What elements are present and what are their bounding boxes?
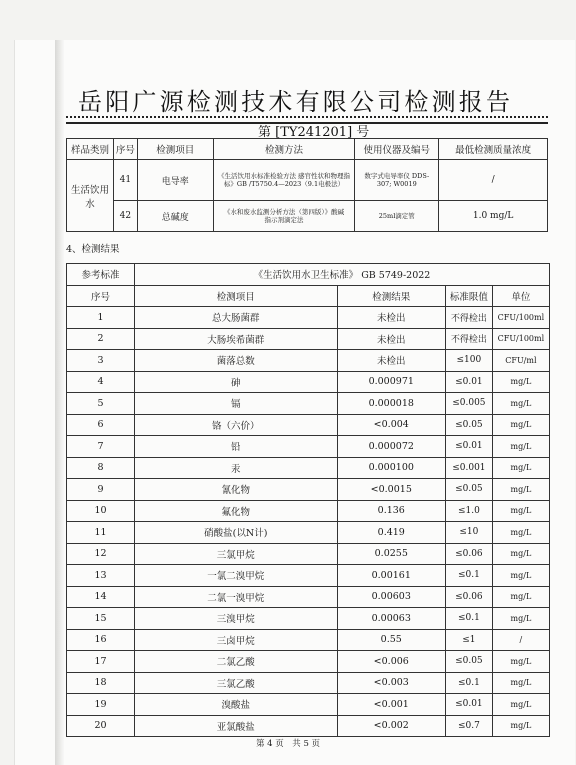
- row-unit: mg/L: [492, 543, 549, 565]
- row-item: 总碱度: [137, 201, 213, 232]
- row-unit: mg/L: [492, 479, 549, 501]
- row-result: <0.004: [337, 414, 445, 436]
- row-unit: mg/L: [492, 565, 549, 587]
- row-no: 11: [67, 522, 135, 544]
- page-footer: 第 4 页 共 5 页: [255, 739, 321, 749]
- row-result: <0.0015: [337, 479, 445, 501]
- row-result: 0.55: [337, 629, 445, 651]
- row-no: 13: [67, 565, 135, 587]
- row-unit: mg/L: [492, 522, 549, 544]
- row-limit: ≤100: [445, 350, 492, 372]
- row-item: 铅: [135, 436, 338, 458]
- row-limit: ≤0.06: [445, 586, 492, 608]
- method-table-header: [67, 139, 548, 160]
- row-item: 溴酸盐: [135, 694, 338, 716]
- row-no: 20: [67, 715, 135, 737]
- table-row: [67, 350, 550, 372]
- row-item: 一氯二溴甲烷: [135, 565, 338, 587]
- row-limit: ≤0.1: [445, 608, 492, 630]
- row-item: 砷: [135, 371, 338, 393]
- row-result: 0.136: [337, 500, 445, 522]
- row-limit: ≤1.0: [445, 500, 492, 522]
- table-row: [67, 307, 550, 329]
- row-no: 3: [67, 350, 135, 372]
- row-result: 未检出: [337, 328, 445, 350]
- row-result: <0.006: [337, 651, 445, 673]
- row-limit: ≤10: [445, 522, 492, 544]
- row-unit: CFU/100ml: [492, 328, 549, 350]
- section-title: 4、检测结果: [66, 244, 120, 255]
- row-no: 5: [67, 393, 135, 415]
- header-sample-category: 样品类别: [67, 139, 114, 160]
- table-row: [67, 543, 550, 565]
- method-row: [67, 201, 548, 232]
- row-item: 亚氯酸盐: [135, 715, 338, 737]
- table-row: [67, 694, 550, 716]
- table-row: [67, 672, 550, 694]
- report-number: 第 [TY241201] 号: [258, 125, 370, 140]
- sample-category-cell: 生活饮用水: [67, 160, 114, 232]
- row-unit: CFU/ml: [492, 350, 549, 372]
- row-limit: ≤0.005: [445, 393, 492, 415]
- row-limit: /: [439, 160, 548, 201]
- row-limit: ≤0.06: [445, 543, 492, 565]
- row-item: 二氯一溴甲烷: [135, 586, 338, 608]
- row-limit: ≤0.01: [445, 436, 492, 458]
- row-result: 0.419: [337, 522, 445, 544]
- table-row: [67, 436, 550, 458]
- table-row: [67, 629, 550, 651]
- header-test-item: 检测项目: [137, 139, 213, 160]
- row-unit: mg/L: [492, 694, 549, 716]
- row-result: 0.000072: [337, 436, 445, 458]
- row-no: 16: [67, 629, 135, 651]
- results-header: [67, 285, 550, 307]
- row-item: 铬（六价）: [135, 414, 338, 436]
- table-row: [67, 586, 550, 608]
- row-no: 18: [67, 672, 135, 694]
- header-unit: 单位: [492, 285, 549, 307]
- row-result: 0.0255: [337, 543, 445, 565]
- results-table: [66, 263, 550, 737]
- table-row: [67, 371, 550, 393]
- row-item: 镉: [135, 393, 338, 415]
- reference-label: 参考标准: [67, 264, 135, 286]
- row-unit: mg/L: [492, 608, 549, 630]
- row-no: 2: [67, 328, 135, 350]
- row-unit: mg/L: [492, 672, 549, 694]
- method-table: [66, 138, 548, 232]
- table-row: [67, 457, 550, 479]
- header-result: 检测结果: [337, 285, 445, 307]
- reference-standard: 《生活饮用水卫生标准》 GB 5749-2022: [135, 264, 550, 286]
- row-limit: 不得检出: [445, 328, 492, 350]
- row-result: 未检出: [337, 350, 445, 372]
- row-no: 4: [67, 371, 135, 393]
- table-row: [67, 715, 550, 737]
- row-result: <0.003: [337, 672, 445, 694]
- row-item: 三氯甲烷: [135, 543, 338, 565]
- header-min-detection: 最低检测质量浓度: [439, 139, 548, 160]
- row-item: 汞: [135, 457, 338, 479]
- row-result: 0.00063: [337, 608, 445, 630]
- row-instrument: 数字式电导率仪 DDS-307; W0019: [355, 160, 439, 201]
- row-result: 0.000971: [337, 371, 445, 393]
- row-no: 10: [67, 500, 135, 522]
- header-limit: 标准限值: [445, 285, 492, 307]
- table-row: [67, 479, 550, 501]
- row-item: 三氯乙酸: [135, 672, 338, 694]
- row-unit: /: [492, 629, 549, 651]
- row-unit: mg/L: [492, 457, 549, 479]
- row-limit: ≤0.05: [445, 414, 492, 436]
- header-no: 序号: [67, 285, 135, 307]
- report-title: 岳阳广源检测技术有限公司检测报告: [78, 88, 514, 116]
- row-item: 二氯乙酸: [135, 651, 338, 673]
- row-result: 0.000018: [337, 393, 445, 415]
- table-row: [67, 414, 550, 436]
- row-limit: ≤0.05: [445, 651, 492, 673]
- row-no: 7: [67, 436, 135, 458]
- row-limit: ≤0.01: [445, 371, 492, 393]
- row-no: 41: [113, 160, 137, 201]
- row-no: 1: [67, 307, 135, 329]
- row-unit: CFU/100ml: [492, 307, 549, 329]
- row-no: 19: [67, 694, 135, 716]
- dotted-divider: [66, 116, 548, 118]
- table-row: [67, 565, 550, 587]
- row-no: 14: [67, 586, 135, 608]
- row-unit: mg/L: [492, 500, 549, 522]
- row-result: <0.001: [337, 694, 445, 716]
- row-item: 三溴甲烷: [135, 608, 338, 630]
- row-item: 硝酸盐(以N计): [135, 522, 338, 544]
- row-no: 15: [67, 608, 135, 630]
- row-unit: mg/L: [492, 586, 549, 608]
- row-limit: ≤0.001: [445, 457, 492, 479]
- row-limit: 不得检出: [445, 307, 492, 329]
- table-row: [67, 393, 550, 415]
- row-result: 0.00161: [337, 565, 445, 587]
- row-no: 6: [67, 414, 135, 436]
- row-unit: mg/L: [492, 371, 549, 393]
- header-test-item: 检测项目: [135, 285, 338, 307]
- row-unit: mg/L: [492, 414, 549, 436]
- table-row: [67, 328, 550, 350]
- row-unit: mg/L: [492, 436, 549, 458]
- row-unit: mg/L: [492, 393, 549, 415]
- row-method: 《水和废水监测分析方法（第四版）》酸碱指示剂滴定法: [213, 201, 355, 232]
- reference-row: [67, 264, 550, 286]
- header-instrument: 使用仪器及编号: [355, 139, 439, 160]
- row-limit: ≤0.1: [445, 672, 492, 694]
- row-item: 总大肠菌群: [135, 307, 338, 329]
- row-result: 0.00603: [337, 586, 445, 608]
- row-result: 0.000100: [337, 457, 445, 479]
- table-row: [67, 522, 550, 544]
- results-body: [67, 307, 550, 737]
- row-limit: 1.0 mg/L: [439, 201, 548, 232]
- row-limit: ≤0.1: [445, 565, 492, 587]
- row-unit: mg/L: [492, 715, 549, 737]
- header-no: 序号: [113, 139, 137, 160]
- table-row: [67, 500, 550, 522]
- row-no: 9: [67, 479, 135, 501]
- row-limit: ≤0.7: [445, 715, 492, 737]
- row-unit: mg/L: [492, 651, 549, 673]
- row-instrument: 25ml滴定管: [355, 201, 439, 232]
- row-item: 氟化物: [135, 500, 338, 522]
- row-result: <0.002: [337, 715, 445, 737]
- binding-edge: [55, 40, 64, 765]
- row-limit: ≤0.05: [445, 479, 492, 501]
- method-row: [67, 160, 548, 201]
- row-no: 42: [113, 201, 137, 232]
- row-item: 大肠埃希菌群: [135, 328, 338, 350]
- row-item: 氰化物: [135, 479, 338, 501]
- row-method: 《生活饮用水标准检验方法 感官性状和物理指标》GB /T5750.4—2023（9.1电极法）: [213, 160, 355, 201]
- row-item: 三卤甲烷: [135, 629, 338, 651]
- table-row: [67, 608, 550, 630]
- row-result: 未检出: [337, 307, 445, 329]
- row-limit: ≤1: [445, 629, 492, 651]
- table-row: [67, 651, 550, 673]
- row-limit: ≤0.01: [445, 694, 492, 716]
- row-item: 菌落总数: [135, 350, 338, 372]
- row-item: 电导率: [137, 160, 213, 201]
- row-no: 8: [67, 457, 135, 479]
- row-no: 17: [67, 651, 135, 673]
- header-test-method: 检测方法: [213, 139, 355, 160]
- row-no: 12: [67, 543, 135, 565]
